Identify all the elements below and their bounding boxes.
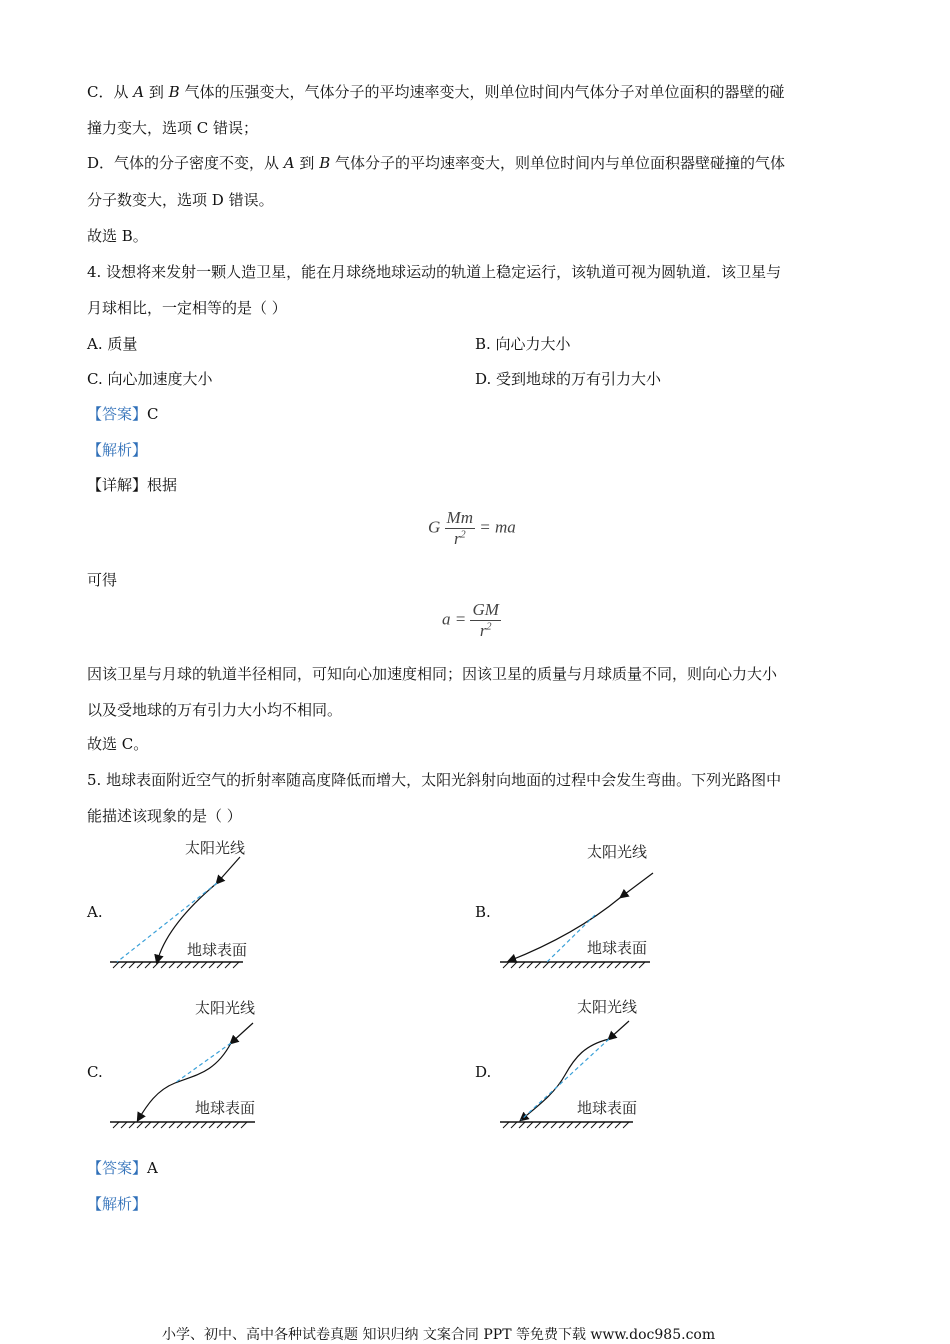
q5-figure-c [105,995,265,1130]
q5-figure-c-ground-label: 地球表面 [195,1099,256,1117]
q3-option-c-line2: 撞力变大，选项 C 错误； [87,119,259,137]
q5-figure-c-label: C. [87,1063,103,1081]
q4-conclusion: 故选 C。 [87,735,149,753]
q4-stem-line2: 月球相比，一定相等的是（ ） [87,299,287,317]
q5-figure-b-ground-label: 地球表面 [587,939,648,957]
q5-analysis-tag: 【解析】 [87,1195,148,1213]
q5-figure-b-sun-label: 太阳光线 [587,843,648,861]
q5-figure-a [105,835,255,965]
q4-stem-line1: 4. 设想将来发射一颗人造卫星，能在月球绕地球运动的轨道上稳定运行，该轨道可视为圆轨道．该卫星与 [87,263,782,281]
q5-figure-d [495,995,645,1130]
q5-figure-a-ground-label: 地球表面 [187,941,248,959]
q3-conclusion: 故选 B。 [87,227,148,245]
q5-figure-a-label: A. [87,903,103,921]
q4-formula-gravity: G $\frac{Mm}{r^2}$ = ma [428,508,516,548]
q4-option-b: B. 向心力大小 [475,335,571,353]
q4-answer: 【答案】C [87,405,159,423]
q4-formula-acceleration: a = $\frac{GM}{r^2}$ [442,600,499,640]
q4-explain-line2: 以及受地球的万有引力大小均不相同。 [87,701,343,719]
q3-option-d-line2: 分子数变大，选项 D 错误。 [87,191,274,209]
q5-figure-b-label: B. [475,903,491,921]
q5-figure-b [495,835,660,965]
q5-figure-d-sun-label: 太阳光线 [577,998,638,1016]
page-footer: 小学、初中、高中各种试卷真题 知识归纳 文案合同 PPT 等免费下载 www.doc985.com [162,1327,716,1343]
q5-figure-d-ground-label: 地球表面 [577,1099,638,1117]
q4-option-c: C. 向心加速度大小 [87,370,213,388]
q3-option-c-line1: C．从 A 到 B 气体的压强变大，气体分子的平均速率变大，则单位时间内气体分子对单位面积的器壁的碰 [87,83,785,101]
q5-figure-a-sun-label: 太阳光线 [185,839,246,857]
q5-stem-line2: 能描述该现象的是（ ） [87,807,242,825]
q4-analysis-tag: 【解析】 [87,441,148,459]
q4-detail: 【详解】根据 [87,476,178,494]
q5-figure-c-sun-label: 太阳光线 [195,999,256,1017]
q5-stem-line1: 5. 地球表面附近空气的折射率随高度降低而增大，太阳光斜射向地面的过程中会发生弯曲。下列光路图中 [87,771,782,789]
q4-explain-line1: 因该卫星与月球的轨道半径相同，可知向心加速度相同；因该卫星的质量与月球质量不同，则向心力大小 [87,665,778,683]
q3-option-d-line1: D．气体的分子密度不变，从 A 到 B 气体分子的平均速率变大，则单位时间内与单位面积器壁碰撞的气体 [87,154,785,172]
q5-answer: 【答案】A [87,1159,158,1177]
q5-figure-d-label: D. [475,1063,492,1081]
q4-option-a: A. 质量 [87,335,138,353]
q4-then: 可得 [87,571,118,589]
q4-option-d: D. 受到地球的万有引力大小 [475,370,662,388]
